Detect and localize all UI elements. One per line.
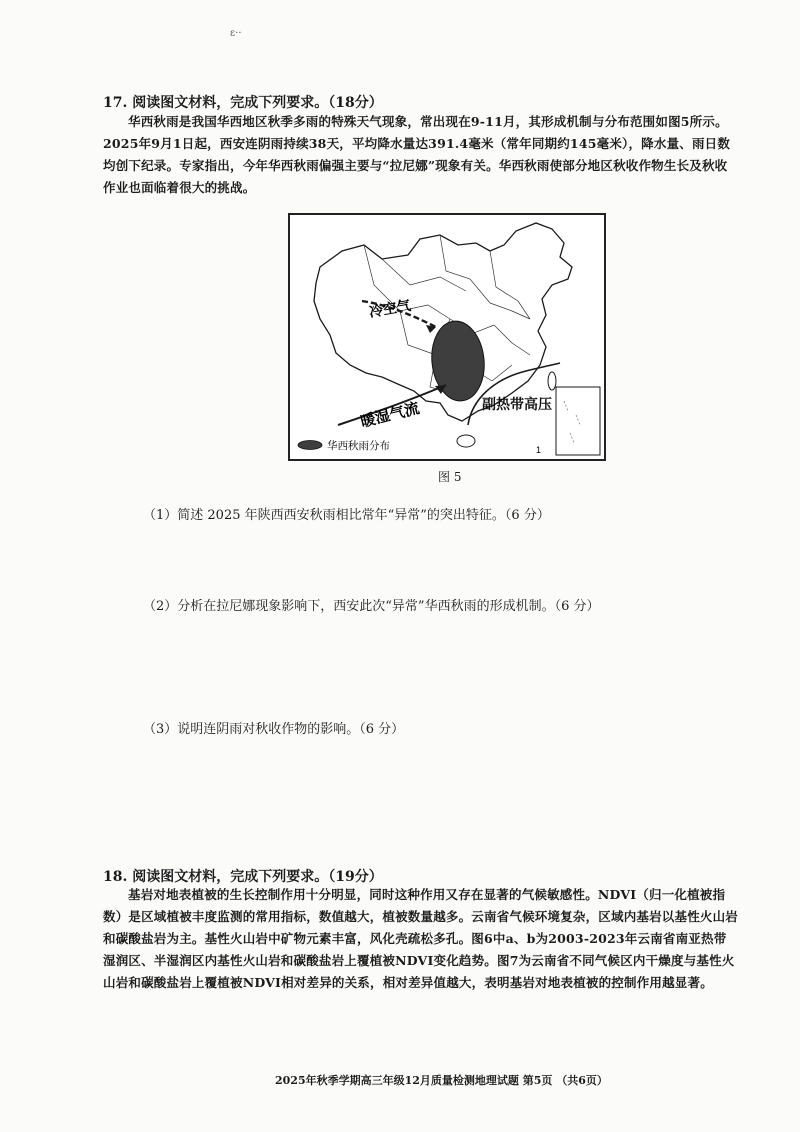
taiwan-island	[548, 372, 556, 390]
sub-question-3: （3）说明连阴雨对秋收作物的影响。（6 分）	[143, 722, 405, 737]
subtropical-high-label: 副热带高压	[482, 396, 552, 412]
header-mark: ε··	[230, 28, 242, 39]
question-18-paragraph: 基岩对地表植被的生长控制作用十分明显，同时这种作用又存在显著的气候敏感性。NDVI（归一化植被指数）是区域植被丰度监测的常用指标，数值越大，植被数量越多。云南省气候环境复杂，区域内基岩以基性火山岩和碳酸盐岩为主。基性火山岩中矿物元素丰富，风化壳疏松多孔。图6中a、b为2003-2023年云南省南亚热带湿润区、半湿润区内基性火山岩和碳酸盐岩上覆植被NDVI变化趋势。图7为云南省不同气候区内干燥度与基性火山岩和碳酸盐岩上覆植被NDVI相对差异的关系，相对差异值越大，表明基岩对地表植被的控制作用越显著。	[103, 887, 739, 990]
question-17-title: 17. 阅读图文材料，完成下列要求。（18分）	[103, 95, 383, 111]
legend-swatch	[298, 441, 322, 450]
figure-5-map	[288, 213, 606, 461]
south-sea-inset	[556, 387, 600, 455]
china-map-svg	[290, 215, 604, 459]
question-17-paragraph: 华西秋雨是我国华西地区秋季多雨的特殊天气现象，常出现在9-11月，其形成机制与分布范围如图5所示。2025年9月1日起，西安连阴雨持续38天，平均降水量达391.4毫米（常年同期约145毫米），降水量、雨日数均创下纪录。专家指出，今年华西秋雨偏强主要与“拉尼娜”现象有关。华西秋雨使部分地区秋收作物生长及秋收作业也面临着很大的挑战。	[103, 114, 731, 195]
figure-5-caption: 图 5	[438, 470, 462, 484]
scale-mark: 1	[536, 445, 542, 455]
hainan-island	[457, 435, 475, 447]
question-18-title: 18. 阅读图文材料，完成下列要求。（19分）	[103, 869, 383, 885]
sub-question-1: （1）简述 2025 年陕西西安秋雨相比常年“异常”的突出特征。（6 分）	[143, 508, 550, 523]
sub-question-2: （2）分析在拉尼娜现象影响下，西安此次“异常”华西秋雨的形成机制。（6 分）	[143, 599, 600, 614]
warm-current-label: 暖湿气流	[358, 399, 422, 431]
legend-label: 华西秋雨分布	[327, 440, 390, 452]
cold-air-label: 冷空气	[367, 296, 412, 320]
page-footer: 2025年秋季学期高三年级12月质量检测地理试题 第5页 （共6页）	[275, 1074, 608, 1087]
